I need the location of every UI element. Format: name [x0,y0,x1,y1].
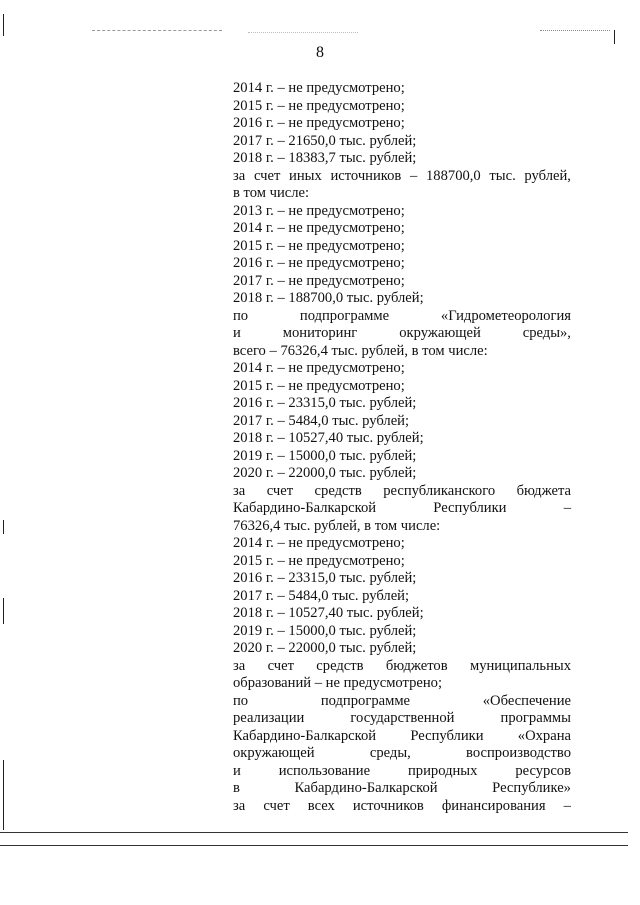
scan-edge-mark [3,520,4,534]
word: в [233,780,240,796]
text-line [233,325,571,343]
word: по [233,692,249,709]
text-line [233,728,571,746]
text-line: 2015 г. – не предусмотрено; [233,97,405,114]
scan-artifact-top-right [540,30,610,31]
text-line: 2017 г. – не предусмотрено; [233,272,405,289]
text-line [233,693,571,711]
word: мониторинг [282,325,358,341]
scan-artifact-top-mid [248,32,358,33]
word: среды», [522,325,571,341]
text-line: 2019 г. – 15000,0 тыс. рублей; [233,447,417,464]
word: ресурсов [515,762,571,779]
scan-edge-mark [3,14,4,36]
text-line: 2016 г. – не предусмотрено; [233,255,405,271]
word: всех [307,797,335,814]
text-line: 2019 г. – 15000,0 тыс. рублей; [233,622,417,639]
word: 188700,0 [426,167,481,184]
text-line: 2018 г. – 10527,40 тыс. рублей; [233,430,424,446]
text-line: 2018 г. – 188700,0 тыс. рублей; [233,290,424,306]
word: тыс. [489,167,516,184]
text-line: 2014 г. – не предусмотрено; [233,220,405,236]
bottom-rule [0,832,628,833]
word: природных [407,762,478,779]
word: подпрограмме [299,307,390,324]
word: республиканского [383,482,496,499]
text-line: 2016 г. – не предусмотрено; [233,115,405,131]
text-line: 2015 г. – не предусмотрено; [233,552,405,569]
text-line [233,780,571,798]
text-line [233,658,571,676]
word: программы [500,710,571,726]
text-line: образований – не предусмотрено; [233,675,443,691]
word: счет [267,657,294,674]
word: за [233,167,246,184]
text-line: 2016 г. – 23315,0 тыс. рублей; [233,570,417,586]
word: Кабардино-Балкарской [233,500,377,516]
word: за [233,797,246,814]
text-line: 2016 г. – 23315,0 тыс. рублей; [233,395,417,411]
word: Кабардино-Балкарской [294,780,438,796]
word: иных [289,167,322,184]
scan-edge-mark [3,760,4,830]
scan-edge-mark [3,598,4,624]
text-line [233,500,571,518]
word: средств [314,482,362,499]
text-line: 2017 г. – 21650,0 тыс. рублей; [233,132,417,149]
word: счет [253,167,281,184]
text-line: в том числе: [233,185,310,201]
word: и [233,325,241,341]
word: государственной [350,710,455,726]
text-line: 76326,4 тыс. рублей, в том числе: [233,517,441,534]
text-line: 2014 г. – не предусмотрено; [233,80,405,96]
text-line [233,798,571,816]
word: по [233,307,249,324]
word: – [563,797,571,814]
text-line [233,710,571,728]
word: Республики [433,500,507,516]
scan-artifact-top-left [92,30,222,31]
text-line: 2015 г. – не предусмотрено; [233,377,405,394]
word: использование [278,762,371,779]
word: «Охрана [517,727,571,744]
text-line: 2017 г. – 5484,0 тыс. рублей; [233,412,410,429]
word: рублей, [524,167,571,184]
text-line [233,308,571,326]
word: реализации [233,710,305,726]
text-line: 2020 г. – 22000,0 тыс. рублей; [233,465,417,481]
word: бюджета [516,482,571,499]
text-line: 2018 г. – 10527,40 тыс. рублей; [233,605,424,621]
bottom-rule [0,845,628,846]
text-line [233,745,571,763]
word: за [233,657,246,674]
text-line [233,483,571,501]
word: Республике» [492,780,571,796]
word: счет [263,797,290,814]
document-body [233,80,571,815]
word: подпрограмме [320,692,411,709]
word: окружающей [399,325,481,341]
text-line: 2014 г. – не предусмотрено; [233,535,405,551]
text-line: 2013 г. – не предусмотрено; [233,202,405,219]
word: источников [330,167,402,184]
page-number: 8 [316,44,324,61]
text-line [233,168,571,186]
word: – [410,167,418,184]
text-line: 2018 г. – 18383,7 тыс. рублей; [233,150,417,166]
word: счет [266,482,294,499]
word: Республики [410,727,484,744]
word: средств [316,657,364,674]
word: финансирования [441,797,546,814]
word: Кабардино-Балкарской [233,727,377,744]
word: окружающей [233,745,315,761]
scan-edge-mark [614,30,615,44]
word: бюджетов [385,657,448,674]
text-line: 2020 г. – 22000,0 тыс. рублей; [233,640,417,656]
text-line [233,763,571,781]
word: среды, [369,745,411,761]
text-line: всего – 76326,4 тыс. рублей, в том числе: [233,342,488,359]
word: источников [352,797,424,814]
word: за [233,482,246,499]
word: воспроизводство [466,745,571,761]
text-line: 2015 г. – не предусмотрено; [233,237,405,254]
word: муниципальных [469,657,571,674]
word: – [563,500,571,516]
word: «Гидрометеорология [440,307,571,324]
word: и [233,762,241,779]
text-line: 2014 г. – не предусмотрено; [233,360,405,376]
word: «Обеспечение [482,692,571,709]
text-line: 2017 г. – 5484,0 тыс. рублей; [233,587,410,604]
